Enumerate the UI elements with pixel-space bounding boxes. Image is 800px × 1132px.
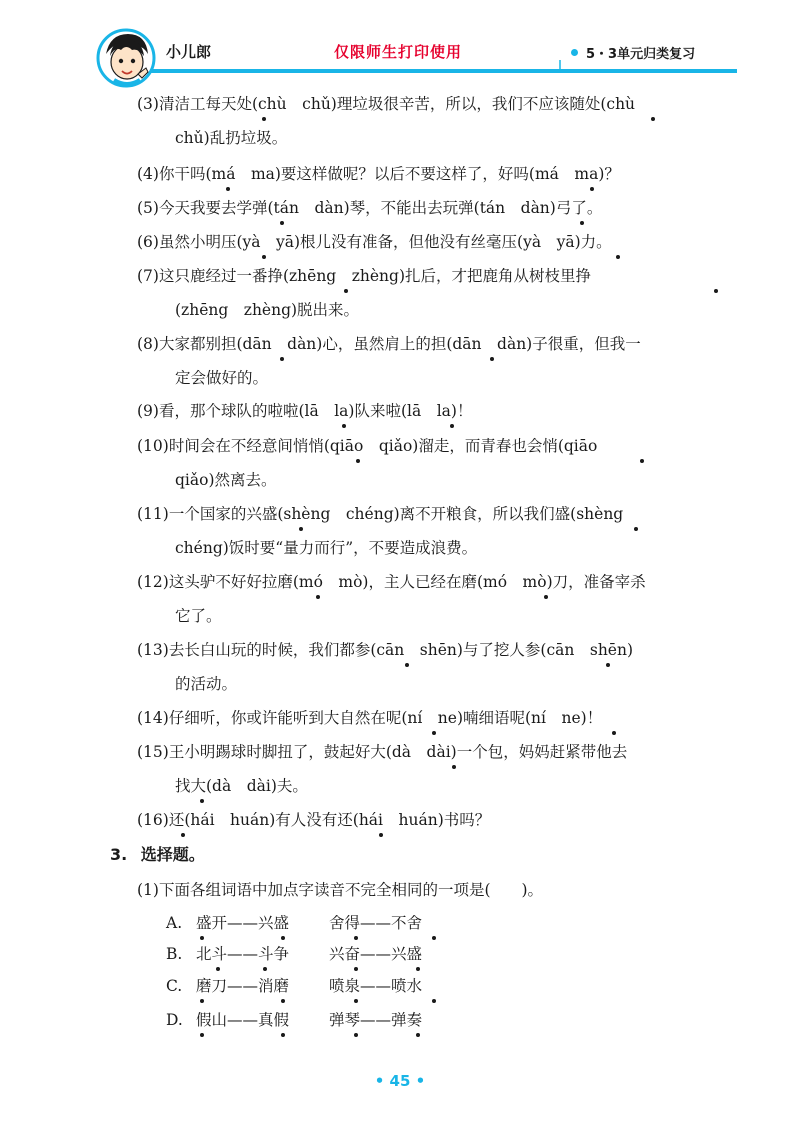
text-line: (6)虽然小明压(yà yā)根儿没有准备，但他没有丝毫压(yà yā)力。 — [137, 233, 612, 251]
option-word: 磨刀——消磨 — [196, 977, 290, 995]
section-number: 3. — [110, 845, 128, 864]
emphasis-dot — [354, 999, 358, 1003]
emphasis-dot — [344, 289, 348, 293]
emphasis-dot — [379, 833, 383, 837]
text-line: (16)还(hái huán)有人没有还(hái huán)书吗？ — [137, 811, 491, 829]
emphasis-dot — [432, 999, 436, 1003]
text-line: (13)去长白山玩的时候，我们都参(cān shēn)与了挖人参(cān shēn) — [137, 641, 634, 659]
emphasis-dot — [714, 289, 718, 293]
emphasis-dot — [651, 117, 655, 121]
emphasis-dot — [226, 187, 230, 191]
text-line: (11)一个国家的兴盛(shèng chéng)离不开粮食，所以我们盛(shèng — [137, 505, 624, 523]
option-label: A. — [166, 914, 183, 932]
emphasis-dot — [354, 967, 358, 971]
emphasis-dot — [416, 1033, 420, 1037]
emphasis-dot — [640, 459, 644, 463]
emphasis-dot — [342, 424, 346, 428]
emphasis-dot — [452, 765, 456, 769]
option-word: 喷泉——喷水 — [329, 977, 423, 995]
emphasis-dot — [590, 187, 594, 191]
text-line: (7)这只鹿经过一番挣(zhēng zhèng)扎后，才把鹿角从树枝里挣 — [137, 267, 592, 285]
text-line: (15)王小明踢球时脚扭了，鼓起好大(dà dài)一个包，妈妈赶紧带他去 — [137, 743, 628, 761]
option-label: C. — [166, 977, 183, 995]
text-line: (zhēng zhèng)脱出来。 — [175, 301, 360, 319]
page-header — [0, 0, 800, 90]
option-c — [166, 976, 422, 996]
text-line: (10)时间会在不经意间悄悄(qiāo qiǎo)溜走，而青春也会悄(qiāo — [137, 437, 598, 455]
option-word: 弹琴——弹奏 — [329, 1011, 423, 1029]
text-line: (3)清洁工每天处(chù chǔ)理垃圾很辛苦，所以，我们不应该随处(chù — [137, 95, 636, 113]
emphasis-dot — [616, 255, 620, 259]
emphasis-dot — [262, 117, 266, 121]
text-line: 找大(dà dài)夫。 — [175, 777, 308, 795]
section-heading — [110, 845, 205, 865]
emphasis-dot — [606, 663, 610, 667]
option-word: 盛开——兴盛 — [196, 914, 290, 932]
text-line: (14)仔细听，你或许能听到大自然在呢(ní ne)喃细语呢(ní ne)！ — [137, 709, 603, 727]
emphasis-dot — [299, 527, 303, 531]
text-line: chéng)饭时要“量力而行”，不要造成浪费。 — [175, 539, 478, 557]
emphasis-dot — [262, 255, 266, 259]
option-a — [166, 913, 422, 933]
emphasis-dot — [432, 936, 436, 940]
text-line: chǔ)乱扔垃圾。 — [175, 129, 288, 147]
emphasis-dot — [281, 999, 285, 1003]
option-b — [166, 944, 422, 964]
emphasis-dot — [405, 663, 409, 667]
option-word: 舍得——不舍 — [329, 914, 423, 932]
emphasis-dot — [200, 999, 204, 1003]
text-line: (12)这头驴不好好拉磨(mó mò)，主人已经在磨(mó mò)刀，准备宰杀 — [137, 573, 646, 591]
emphasis-dot — [490, 357, 494, 361]
emphasis-dot — [356, 459, 360, 463]
emphasis-dot — [634, 527, 638, 531]
text-line: qiǎo)然离去。 — [175, 471, 277, 489]
emphasis-dot — [416, 967, 420, 971]
emphasis-dot — [263, 967, 267, 971]
emphasis-dot — [200, 936, 204, 940]
series-label: 5・3单元归类复习 — [586, 47, 696, 62]
text-line: (8)大家都别担(dān dàn)心，虽然肩上的担(dān dàn)子很重，但我一 — [137, 335, 641, 353]
bullet-dot-icon — [571, 49, 578, 56]
option-d — [166, 1010, 422, 1030]
text-line: 的活动。 — [175, 675, 238, 693]
emphasis-dot — [354, 936, 358, 940]
question-text: (1)下面各组词语中加点字读音不完全相同的一项是( )。 — [137, 881, 544, 899]
text-line: (9)看，那个球队的啦啦(lā la)队来啦(lā la)！ — [137, 402, 473, 420]
emphasis-dot — [450, 424, 454, 428]
text-line: 它了。 — [175, 607, 222, 625]
emphasis-dot — [280, 221, 284, 225]
emphasis-dot — [281, 936, 285, 940]
page-number: • 45 • — [374, 1072, 426, 1090]
emphasis-dot — [612, 731, 616, 735]
emphasis-dot — [281, 1033, 285, 1037]
option-word: 北斗——斗争 — [196, 945, 290, 963]
section-title: 选择题。 — [140, 845, 205, 864]
emphasis-dot — [181, 833, 185, 837]
option-word: 兴奋——兴盛 — [329, 945, 423, 963]
emphasis-dot — [200, 799, 204, 803]
series-title — [571, 43, 695, 62]
emphasis-dot — [354, 1033, 358, 1037]
brand-name: 小儿郎 — [166, 43, 212, 61]
option-label: D. — [166, 1011, 183, 1029]
text-line: (4)你干吗(má ma)要这样做呢？以后不要这样了，好吗(má ma)？ — [137, 165, 620, 183]
text-line: (5)今天我要去学弹(tán dàn)琴，不能出去玩弹(tán dàn)弓了。 — [137, 199, 603, 217]
emphasis-dot — [432, 731, 436, 735]
emphasis-dot — [544, 595, 548, 599]
option-word: 假山——真假 — [196, 1011, 290, 1029]
emphasis-dot — [280, 357, 284, 361]
print-notice: 仅限师生打印使用 — [334, 43, 463, 61]
emphasis-dot — [316, 595, 320, 599]
emphasis-dot — [216, 967, 220, 971]
emphasis-dot — [200, 1033, 204, 1037]
option-label: B. — [166, 945, 183, 963]
emphasis-dot — [580, 221, 584, 225]
text-line: 定会做好的。 — [175, 369, 269, 387]
